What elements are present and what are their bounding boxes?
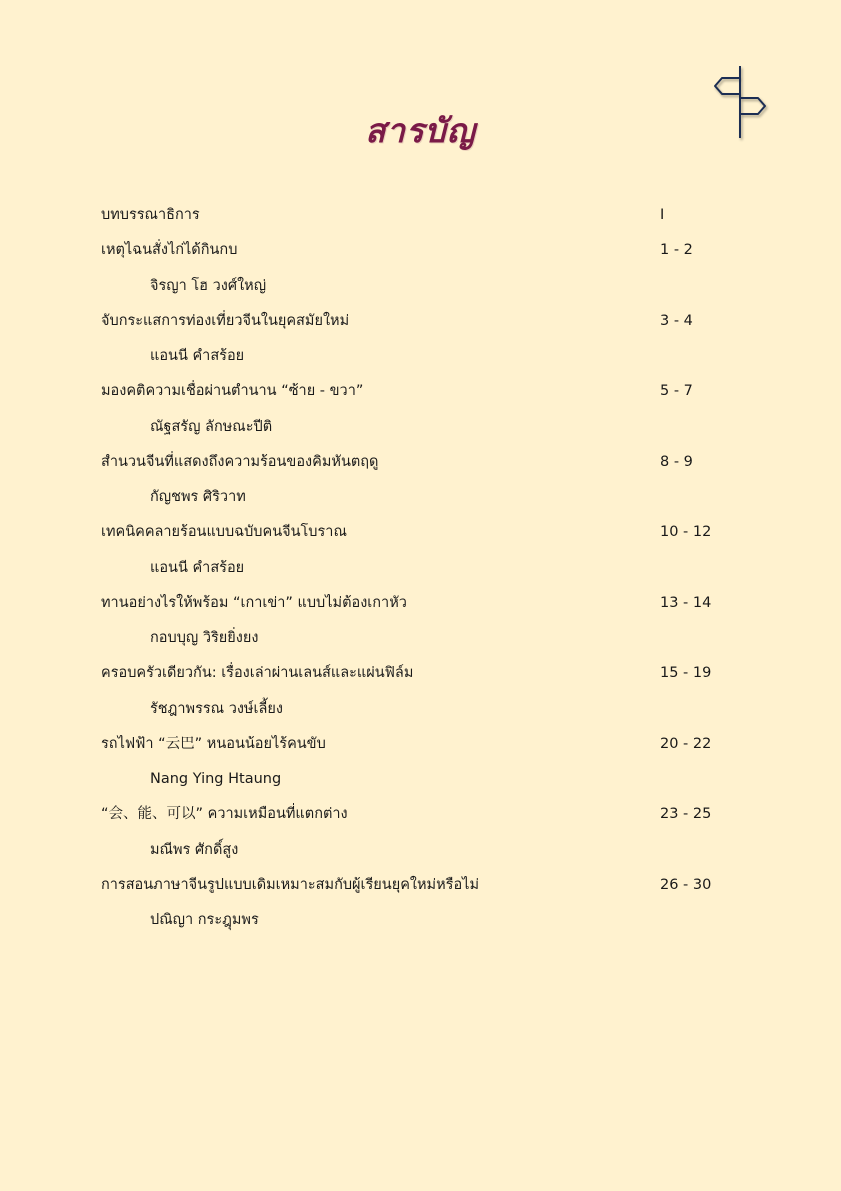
toc-entry-title: จับกระแสการท่องเที่ยวจีนในยุคสมัยใหม่ (101, 313, 350, 329)
toc-entry-pages: 1 - 2 (660, 242, 693, 258)
toc-entry-author: แอนนี คำสร้อย (150, 560, 245, 576)
toc-entry-pages: 5 - 7 (660, 383, 693, 399)
toc-entry-title: ทานอย่างไรให้พร้อม “เกาเข่า” แบบไม่ต้องเกาหัว (101, 595, 407, 611)
toc-entry-author: ปณิญา กระฎุมพร (150, 912, 259, 928)
toc-entry-author: กอบบุญ วิริยยิ่งยง (150, 630, 259, 646)
toc-entry (101, 238, 741, 262)
toc-entry-pages: I (660, 207, 665, 223)
toc-entry-author: จิรญา โฮ วงศ์ใหญ่ (150, 278, 267, 294)
toc-entry (101, 661, 741, 685)
toc-entry-author: ณัฐสรัญ ลักษณะปีติ (150, 419, 273, 435)
toc-entry-pages: 20 - 22 (660, 736, 712, 752)
toc-entry-author: Nang Ying Htaung (150, 771, 282, 787)
toc-entry-title: บทบรรณาธิการ (101, 207, 200, 223)
toc-entry-title: ครอบครัวเดียวกัน: เรื่องเล่าผ่านเลนส์และแผ่นฟิล์ม (101, 665, 414, 681)
toc-entry (101, 873, 741, 897)
toc-entry-pages: 13 - 14 (660, 595, 712, 611)
toc-entry-pages: 15 - 19 (660, 665, 712, 681)
toc-entry (101, 450, 741, 474)
page-title: สารบัญ (365, 111, 476, 150)
toc-entry (101, 732, 741, 756)
toc-entry-pages: 8 - 9 (660, 454, 693, 470)
toc-entry-title: รถไฟฟ้า “云巴” หนอนน้อยไร้คนขับ (101, 736, 326, 752)
toc-entry-pages: 26 - 30 (660, 877, 712, 893)
toc-entry (101, 309, 741, 333)
toc-entry-title: “会、能、可以” ความเหมือนที่แตกต่าง (101, 806, 348, 822)
toc-entry-title: การสอนภาษาจีนรูปแบบเดิมเหมาะสมกับผู้เรียนยุคใหม่หรือไม่ (101, 877, 480, 893)
toc-entry-author: มณีพร ศักดิ์สูง (150, 842, 239, 858)
toc-entry (101, 591, 741, 615)
toc-entry (101, 379, 741, 403)
toc-entry-author: รัชฎาพรรณ วงษ์เลี้ยง (150, 701, 283, 717)
toc-entry-pages: 3 - 4 (660, 313, 693, 329)
toc-entry (101, 802, 741, 826)
toc-entry-pages: 23 - 25 (660, 806, 712, 822)
toc-entry-title: สำนวนจีนที่แสดงถึงความร้อนของคิมหันตฤดู (101, 454, 379, 470)
toc-entry-author: แอนนี คำสร้อย (150, 348, 245, 364)
toc-entry-title: เทคนิคคลายร้อนแบบฉบับคนจีนโบราณ (101, 524, 347, 540)
toc-entry-title: เหตุไฉนสั่งไก่ได้กินกบ (101, 242, 238, 258)
toc-entry-pages: 10 - 12 (660, 524, 712, 540)
toc-entry (101, 520, 741, 544)
toc-entry-author: กัญชพร ศิริวาท (150, 489, 246, 505)
toc-entry-title: มองคติความเชื่อผ่านตำนาน “ซ้าย - ขวา” (101, 383, 364, 399)
toc-entry (101, 203, 741, 227)
